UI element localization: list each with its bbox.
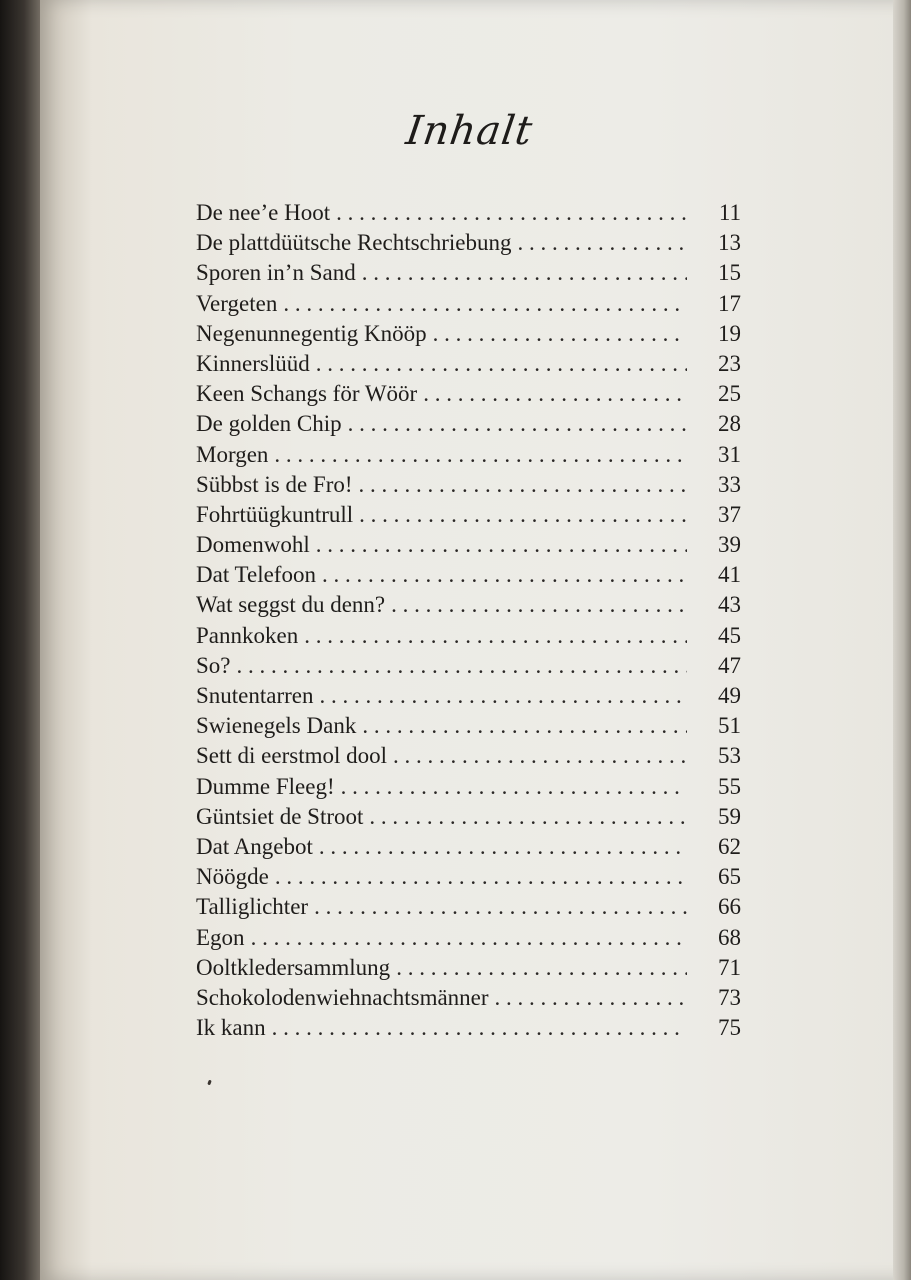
toc-entry-title: Fohrtüügkuntrull (196, 501, 354, 527)
toc-entry (196, 834, 741, 864)
page-title: Inhalt (403, 108, 536, 154)
toc-entry-page-number: 65 (718, 864, 741, 890)
toc-dot-leader (319, 834, 687, 860)
toc-dot-leader (316, 351, 687, 377)
toc-entry (196, 200, 741, 230)
toc-entry (196, 411, 741, 441)
toc-entry-title: Dat Angebot (196, 833, 313, 859)
toc-entry-page-number: 17 (718, 290, 741, 316)
toc-entry-title: De nee’e Hoot (196, 200, 331, 225)
toc-entry-page-number: 45 (718, 622, 741, 648)
toc-entry-page-number: 47 (718, 652, 741, 678)
toc-entry (196, 502, 741, 532)
toc-entry (196, 562, 741, 592)
toc-entry-title: So? (196, 652, 231, 678)
toc-entry-title: Pannkoken (196, 622, 299, 648)
toc-dot-leader (275, 864, 687, 890)
toc-dot-leader (322, 562, 687, 588)
toc-entry-title: Talliglichter (196, 894, 309, 920)
toc-entry-page-number: 71 (718, 954, 741, 980)
toc-dot-leader (433, 321, 687, 347)
toc-entry-title: Snutentarren (196, 683, 314, 708)
toc-entry-page-number: 73 (718, 984, 741, 1010)
toc-entry-page-number: 11 (718, 200, 741, 225)
toc-dot-leader (272, 1015, 687, 1041)
toc-entry-page-number: 31 (718, 441, 741, 467)
toc-entry-page-number: 66 (718, 894, 741, 920)
toc-entry-page-number: 37 (718, 501, 741, 527)
toc-dot-leader (283, 291, 687, 317)
toc-entry (196, 925, 741, 955)
toc-entry (196, 321, 741, 351)
toc-dot-leader (393, 743, 687, 769)
toc-dot-leader (423, 381, 687, 407)
toc-dot-leader (341, 774, 687, 800)
toc-entry (196, 804, 741, 834)
toc-dot-leader (251, 925, 687, 951)
toc-entry-page-number: 43 (718, 592, 741, 618)
toc-entry (196, 260, 741, 290)
toc-entry-title: Sporen in’n Sand (196, 260, 356, 286)
toc-dot-leader (348, 411, 687, 437)
toc-entry-page-number: 13 (718, 230, 741, 256)
toc-entry-page-number: 39 (718, 532, 741, 558)
toc-entry (196, 532, 741, 562)
toc-entry-title: Swienegels Dank (196, 713, 357, 739)
table-of-contents (196, 200, 741, 1045)
toc-entry (196, 774, 741, 804)
toc-dot-leader (314, 894, 687, 920)
toc-entry-title: Sett di eerstmol dool (196, 743, 388, 769)
toc-entry (196, 743, 741, 773)
toc-entry-title: Ooltkledersammlung (196, 954, 391, 980)
toc-entry-title: Domenwohl (196, 532, 310, 558)
toc-entry-page-number: 68 (718, 924, 741, 950)
toc-dot-leader (359, 502, 687, 528)
toc-entry-page-number: 62 (718, 833, 741, 859)
toc-entry-title: Schokolodenwiehnachtsmänner (196, 984, 489, 1010)
toc-entry-page-number: 59 (718, 803, 741, 829)
toc-entry-title: Sübbst is de Fro! (196, 471, 353, 497)
toc-entry-page-number: 28 (718, 411, 741, 437)
toc-dot-leader (237, 653, 688, 679)
toc-dot-leader (495, 985, 687, 1011)
page-edge (893, 0, 911, 1280)
toc-entry-title: De plattdüütsche Rechtschriebung (196, 230, 512, 256)
toc-entry (196, 653, 741, 683)
toc-entry-title: Wat seggst du denn? (196, 592, 386, 618)
toc-entry-title: Dumme Fleeg! (196, 773, 335, 799)
toc-entry (196, 592, 741, 622)
toc-entry (196, 472, 741, 502)
toc-entry-page-number: 25 (718, 381, 741, 407)
toc-entry-page-number: 55 (718, 773, 741, 799)
toc-entry-title: Dat Telefoon (196, 562, 316, 588)
toc-dot-leader (336, 200, 687, 226)
toc-entry (196, 985, 741, 1015)
toc-entry (196, 683, 741, 713)
toc-entry-title: De golden Chip (196, 411, 342, 437)
toc-entry-title: Ik kann (196, 1015, 266, 1041)
toc-dot-leader (369, 804, 687, 830)
toc-dot-leader (362, 260, 687, 286)
toc-entry (196, 1015, 741, 1045)
toc-entry-page-number: 15 (718, 260, 741, 286)
toc-entry-page-number: 23 (718, 350, 741, 376)
toc-entry (196, 623, 741, 653)
toc-entry-title: Vergeten (196, 290, 278, 316)
toc-entry-title: Keen Schangs för Wöör (196, 381, 418, 407)
toc-entry-title: Nöögde (196, 864, 269, 890)
toc-entry-title: Negenunnegentig Knööp (196, 320, 427, 346)
toc-entry-page-number: 53 (718, 743, 741, 769)
toc-entry-page-number: 75 (718, 1015, 741, 1041)
toc-entry-page-number: 19 (718, 320, 741, 346)
toc-entry (196, 864, 741, 894)
toc-entry-page-number: 41 (718, 562, 741, 588)
toc-dot-leader (316, 532, 687, 558)
toc-entry (196, 894, 741, 924)
toc-entry-title: Kinnerslüüd (196, 350, 310, 376)
toc-dot-leader (518, 230, 687, 256)
toc-dot-leader (320, 683, 687, 709)
toc-entry (196, 381, 741, 411)
toc-entry-page-number: 49 (718, 683, 741, 708)
toc-dot-leader (396, 955, 687, 981)
toc-dot-leader (362, 713, 687, 739)
toc-entry (196, 955, 741, 985)
toc-entry (196, 713, 741, 743)
toc-dot-leader (391, 592, 687, 618)
toc-dot-leader (359, 472, 687, 498)
toc-entry (196, 442, 741, 472)
toc-entry (196, 230, 741, 260)
toc-entry-title: Egon (196, 924, 245, 950)
toc-entry-page-number: 51 (718, 713, 741, 739)
toc-entry (196, 351, 741, 381)
toc-dot-leader (304, 623, 687, 649)
toc-entry (196, 291, 741, 321)
toc-dot-leader (274, 442, 687, 468)
toc-entry-title: Morgen (196, 441, 269, 467)
toc-entry-title: Güntsiet de Stroot (196, 803, 364, 829)
toc-entry-page-number: 33 (718, 471, 741, 497)
